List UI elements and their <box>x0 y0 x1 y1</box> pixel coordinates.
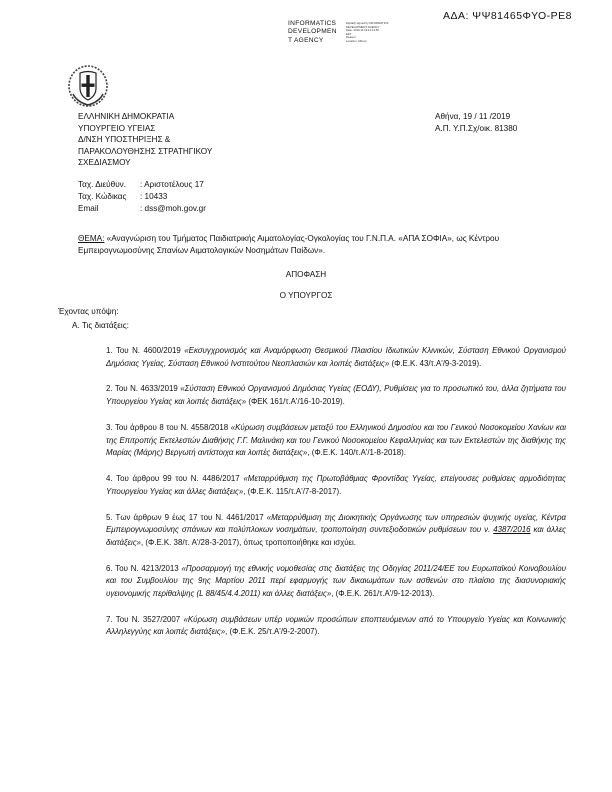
item-suffix: , (Φ.Ε.Κ. 261/τ.Α'/9-12-2013). <box>331 588 435 598</box>
subject-text: «Αναγνώριση του Τμήματος Παιδιατρικής Αιματολογίας-Ογκολογίας του Γ.Ν.Π.Α. «ΑΠΑ ΣΟΦΙΑ», ως Κέντρου Εμπειρογνωμοσύνης Σπανίων Αιματολογικών Νοσημάτων Παίδων». <box>78 234 500 255</box>
contact-label: Ταχ. Διεύθυν. <box>78 180 127 189</box>
ministry-header <box>78 111 212 169</box>
item-title: «Κύρωση συμβάσεων μεταξύ του Ελληνικού Δημοσίου και του Γενικού Νοσοκομείου Χανίων και της Επιτροπής Εκτελεστών Διαθήκης Γ.Γ. Μαλινάκη και του Γενικού Νοσοκομείου Κεφαλληνίας και των Εκτελεστών της διαθήκης της Μαρίας (Μάρης) Βεργωτή αντίστοιχα και λοιπές διατάξεις» <box>106 422 566 458</box>
contact-row <box>78 179 206 191</box>
contact-value: : dss@moh.gov.gr <box>140 203 206 213</box>
list-item <box>106 345 566 370</box>
item-suffix: (Φ.Ε.Κ. 43/τ.Α'/9-3-2019). <box>389 358 482 368</box>
item-prefix: 1. Του Ν. 4600/2019 <box>106 346 185 355</box>
list-item <box>106 383 566 408</box>
stamp-detail: Date: 2019.11.19 14:13:50 <box>346 28 379 33</box>
contact-block <box>78 179 206 214</box>
item-suffix: , (Φ.Ε.Κ. 140/τ.Α'/1-8-2018). <box>307 448 406 458</box>
item-title: «Μεταρρύθμιση της Διοικητικής Οργάνωσης των υπηρεσιών ψυχικής υγείας, Κέντρα Εμπειρογνωμοσύνης σπάνιων και πολύπλοκων νοσημάτων, τροποποίηση συντεξιοδοτικών ρυθμίσεων του ν. <box>106 512 566 535</box>
decision-title: ΑΠΟΦΑΣΗ <box>285 270 327 279</box>
section-a-label: Α. Τις διατάξεις: <box>72 321 129 330</box>
header-line: ΠΑΡΑΚΟΛΟΥΘΗΣΗΣ ΣΤΡΑΤΗΓΙΚΟΥ <box>78 146 213 156</box>
stamp-detail: EET <box>346 31 352 36</box>
contact-label: Email <box>78 203 99 213</box>
digital-signature-stamp <box>288 20 408 64</box>
item-title: «Σύσταση Εθνικού Οργανισμού Δημόσιας Υγείας (ΕΟΔΥ), Ρυθμίσεις για το προσωπικό του, άλλα ζητήματα του Υπουργείου Υγείας και λοιπές διατάξεις» <box>106 384 566 407</box>
item-title: «Εκσυγχρονισμός και Αναμόρφωση Θεσμικού Πλαισίου Ιδιωτικών Κλινικών, Σύσταση Εθνικού Οργανισμού Δημόσιας Υγείας, Σύσταση Εθνικού Ινστιτούτου Νεοπλασιών και λοιπές διατάξεις» <box>106 346 566 368</box>
subject-paragraph <box>78 233 566 257</box>
stamp-detail: Location: Athens <box>346 38 367 43</box>
subject-label: ΘΕΜΑ: <box>78 234 105 243</box>
list-item <box>106 473 566 498</box>
document-date: Αθήνα, 19 / 11 /2019 <box>435 112 511 121</box>
header-line: ΕΛΛΗΝΙΚΗ ΔΗΜΟΚΡΑΤΙΑ <box>78 112 175 121</box>
having-regard-label: Έχοντας υπόψη: <box>58 307 119 316</box>
item-prefix: 7. Του Ν. 3527/2007 <box>106 614 184 624</box>
item-suffix: (ΦΕΚ 161/τ.Α'/16-10-2019). <box>246 397 345 407</box>
header-line: ΣΧΕΔΙΑΣΜΟΥ <box>78 158 131 168</box>
item-suffix: , (Φ.Ε.Κ. 115/τ.Α'/7-8-2017). <box>243 486 342 496</box>
minister-title: Ο ΥΠΟΥΡΓΟΣ <box>279 291 333 300</box>
contact-row <box>78 191 206 203</box>
header-line: Δ/ΝΣΗ ΥΠΟΣΤΗΡΙΞΗΣ & <box>78 135 171 145</box>
greek-coat-of-arms-icon <box>67 64 109 108</box>
list-item <box>106 614 566 639</box>
list-item <box>106 512 566 550</box>
date-protocol-block <box>435 111 517 134</box>
legal-basis-list <box>106 345 566 652</box>
item-title-end: και άλλες διατάξεις» <box>106 525 566 547</box>
list-item <box>106 563 566 601</box>
item-prefix: 3. Του άρθρου 8 του Ν. 4558/2018 <box>106 422 231 432</box>
law-link[interactable]: 4387/2016 <box>493 525 531 535</box>
item-prefix: 4. Του άρθρου 99 του Ν. 4486/2017 <box>106 474 244 484</box>
stamp-line: T AGENCY <box>288 36 324 44</box>
stamp-line: DEVELOPMEN <box>288 28 337 36</box>
stamp-detail: DEVELOPMENT AGENCY <box>346 24 380 29</box>
contact-value: : Αριστοτέλους 17 <box>140 180 204 189</box>
stamp-detail: Reason: <box>346 35 357 40</box>
list-item <box>106 422 566 460</box>
header-line: ΥΠΟΥΡΓΕΙΟ ΥΓΕΙΑΣ <box>78 123 156 133</box>
item-suffix: , (Φ.Ε.Κ. 38/τ. Α'/28-3-2017), όπως τροποποιήθηκε και ισχύει. <box>140 537 356 547</box>
contact-label: Ταχ. Κώδικας <box>78 191 127 201</box>
item-prefix: 6. Του Ν. 4213/2013 <box>106 563 182 573</box>
item-suffix: , (Φ.Ε.Κ. 25/τ.Α'/9-2-2007). <box>225 627 320 637</box>
stamp-detail: Digitally signed by INFORMATICS <box>346 21 389 25</box>
ada-code: ΑΔΑ: ΨΨ81465ΦΥΟ-ΡΕ8 <box>442 10 572 22</box>
item-title: «Κύρωση συμβάσεων υπέρ νομικών προσώπων εποπτευόμενων από το Υπουργείο Υγείας και Κοινωνικής Αλληλεγγύης και λοιπές διατάξεις» <box>106 614 566 637</box>
protocol-number: Α.Π. Υ.Π.Σχ/οικ. 81380 <box>435 123 518 133</box>
item-prefix: 5. Των άρθρων 9 έως 17 του Ν. 4461/2017 <box>106 512 267 522</box>
contact-value: : 10433 <box>140 191 168 201</box>
item-title: «Προσαρμογή της εθνικής νομοθεσίας στις διατάξεις της Οδηγίας 2011/24/ΕΕ του Ευρωπαϊκού Κοινοβουλίου και του Συμβουλίου της 9ης Μαρτίου 2011 περί εφαρμογής των δικαιωμάτων των ασθενών στο πλαίσιο της διασυνοριακής υγειονομικής περίθαλψης (L 88/45/4.4.2011) και άλλες διατάξεις» <box>106 563 567 598</box>
stamp-line: INFORMATICS <box>288 20 337 27</box>
item-title: «Μεταρρύθμιση της Πρωτοβάθμιας Φροντίδας Υγείας, επείγουσες ρυθμίσεις αρμοδιότητας Υπουργείου Υγείας και άλλες διατάξεις» <box>106 474 566 496</box>
item-prefix: 2. Του Ν. 4633/2019 <box>106 384 181 394</box>
contact-row <box>78 203 206 215</box>
